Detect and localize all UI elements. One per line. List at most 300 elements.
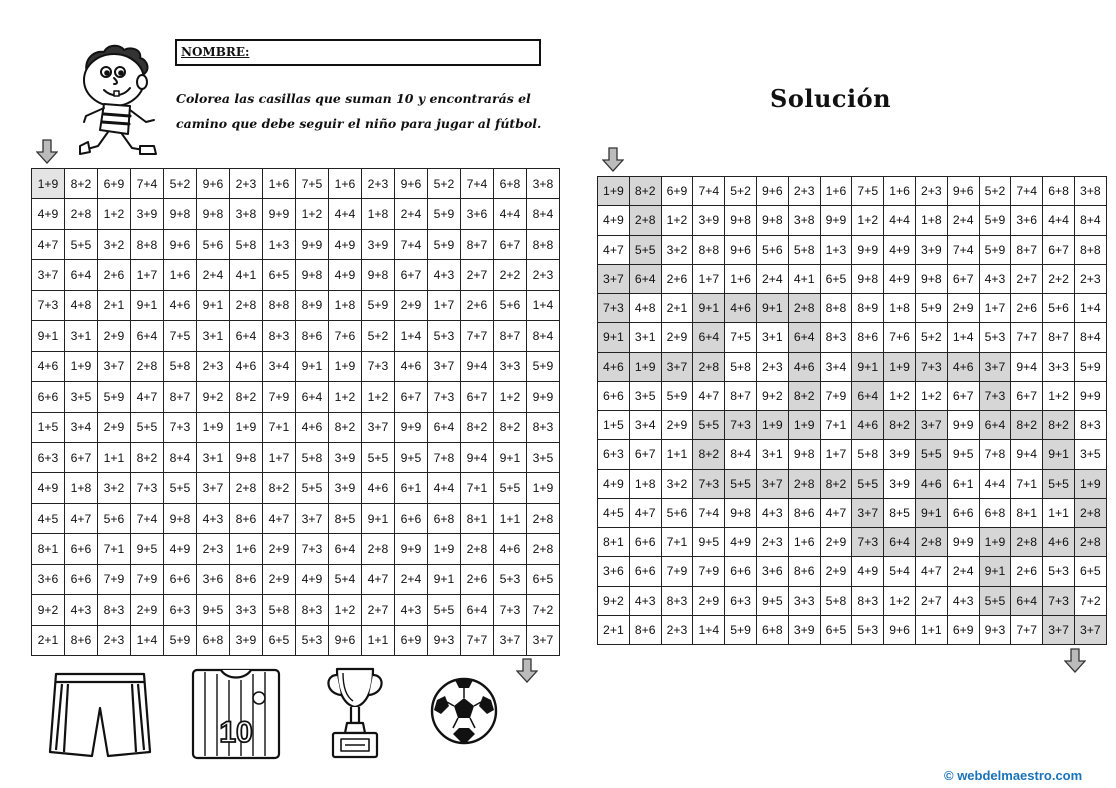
grid-cell[interactable]: 4+6 xyxy=(362,473,395,503)
grid-cell[interactable]: 9+9 xyxy=(395,412,428,442)
grid-cell[interactable]: 3+2 xyxy=(98,473,131,503)
grid-cell[interactable]: 2+3 xyxy=(197,534,230,564)
grid-cell[interactable]: 9+8 xyxy=(296,260,329,290)
grid-cell[interactable]: 2+4 xyxy=(395,199,428,229)
grid-cell[interactable]: 2+9 xyxy=(131,595,164,625)
grid-cell[interactable]: 3+5 xyxy=(527,442,560,472)
grid-cell[interactable]: 4+6 xyxy=(395,351,428,381)
grid-cell[interactable]: 4+9 xyxy=(296,564,329,594)
grid-cell[interactable]: 6+6 xyxy=(164,564,197,594)
grid-cell[interactable]: 9+8 xyxy=(164,503,197,533)
grid-cell[interactable]: 6+6 xyxy=(65,534,98,564)
grid-cell[interactable]: 1+3 xyxy=(263,229,296,259)
grid-cell[interactable]: 9+2 xyxy=(197,382,230,412)
grid-cell[interactable]: 8+1 xyxy=(32,534,65,564)
grid-cell[interactable]: 1+8 xyxy=(329,290,362,320)
grid-cell[interactable]: 1+9 xyxy=(32,169,65,199)
grid-cell[interactable]: 6+8 xyxy=(494,169,527,199)
grid-cell[interactable]: 2+3 xyxy=(197,351,230,381)
grid-cell[interactable]: 6+7 xyxy=(395,382,428,412)
grid-cell[interactable]: 5+5 xyxy=(296,473,329,503)
grid-cell[interactable]: 6+6 xyxy=(65,564,98,594)
grid-cell[interactable]: 6+7 xyxy=(461,382,494,412)
grid-cell[interactable]: 7+1 xyxy=(98,534,131,564)
grid-cell[interactable]: 4+4 xyxy=(494,199,527,229)
grid-cell[interactable]: 9+6 xyxy=(197,169,230,199)
grid-cell[interactable]: 7+3 xyxy=(494,595,527,625)
grid-cell[interactable]: 6+8 xyxy=(428,503,461,533)
grid-cell[interactable]: 4+9 xyxy=(329,229,362,259)
grid-cell[interactable]: 8+4 xyxy=(164,442,197,472)
grid-cell[interactable]: 2+4 xyxy=(197,260,230,290)
grid-cell[interactable]: 7+9 xyxy=(263,382,296,412)
grid-cell[interactable]: 8+7 xyxy=(461,229,494,259)
grid-cell: 1+6 xyxy=(820,177,852,206)
grid-cell[interactable]: 8+3 xyxy=(98,595,131,625)
grid-cell[interactable]: 5+2 xyxy=(428,169,461,199)
grid-cell[interactable]: 8+9 xyxy=(296,290,329,320)
grid-cell[interactable]: 7+3 xyxy=(131,473,164,503)
grid-cell[interactable]: 9+2 xyxy=(32,595,65,625)
grid-cell[interactable]: 9+6 xyxy=(395,169,428,199)
grid-cell[interactable]: 2+4 xyxy=(395,564,428,594)
grid-cell[interactable]: 1+2 xyxy=(362,382,395,412)
grid-cell[interactable]: 2+8 xyxy=(527,503,560,533)
grid-cell: 2+9 xyxy=(661,411,693,440)
grid-cell: 6+7 xyxy=(947,264,979,293)
grid-cell[interactable]: 1+2 xyxy=(329,595,362,625)
grid-cell[interactable]: 4+5 xyxy=(32,503,65,533)
grid-cell[interactable]: 3+6 xyxy=(32,564,65,594)
grid-cell: 1+4 xyxy=(1074,294,1106,323)
grid-cell[interactable]: 9+8 xyxy=(164,199,197,229)
grid-cell[interactable]: 8+2 xyxy=(263,473,296,503)
grid-cell[interactable]: 4+7 xyxy=(65,503,98,533)
grid-cell[interactable]: 8+2 xyxy=(494,412,527,442)
grid-cell[interactable]: 1+2 xyxy=(494,382,527,412)
grid-cell: 8+9 xyxy=(852,294,884,323)
grid-cell[interactable]: 7+7 xyxy=(461,625,494,655)
grid-cell[interactable]: 1+9 xyxy=(527,473,560,503)
grid-cell[interactable]: 3+1 xyxy=(197,321,230,351)
grid-cell[interactable]: 2+8 xyxy=(230,473,263,503)
grid-cell[interactable]: 3+8 xyxy=(527,169,560,199)
grid-cell: 6+8 xyxy=(979,498,1011,527)
grid-cell[interactable]: 9+9 xyxy=(263,199,296,229)
grid-cell[interactable]: 5+9 xyxy=(527,351,560,381)
path-cell: 3+7 xyxy=(661,352,693,381)
path-cell: 7+3 xyxy=(852,528,884,557)
grid-cell[interactable]: 3+4 xyxy=(65,412,98,442)
grid-cell[interactable]: 2+8 xyxy=(362,534,395,564)
grid-cell: 9+8 xyxy=(915,264,947,293)
grid-cell[interactable]: 5+8 xyxy=(263,595,296,625)
grid-cell[interactable]: 3+7 xyxy=(362,412,395,442)
path-cell: 8+2 xyxy=(629,177,661,206)
grid-cell[interactable]: 7+3 xyxy=(428,382,461,412)
grid-cell[interactable]: 5+5 xyxy=(428,595,461,625)
grid-cell[interactable]: 2+2 xyxy=(494,260,527,290)
grid-cell[interactable]: 2+6 xyxy=(461,564,494,594)
grid-cell[interactable]: 7+5 xyxy=(164,321,197,351)
grid-cell[interactable]: 9+1 xyxy=(197,290,230,320)
grid-cell[interactable]: 6+4 xyxy=(461,595,494,625)
grid-cell[interactable]: 4+9 xyxy=(164,534,197,564)
grid-cell[interactable]: 7+3 xyxy=(362,351,395,381)
grid-cell[interactable]: 8+7 xyxy=(164,382,197,412)
grid-cell: 9+5 xyxy=(693,528,725,557)
grid-cell[interactable]: 5+5 xyxy=(131,412,164,442)
grid-cell[interactable]: 3+7 xyxy=(527,625,560,655)
grid-cell[interactable]: 5+5 xyxy=(164,473,197,503)
grid-cell[interactable]: 5+9 xyxy=(362,290,395,320)
grid-cell[interactable]: 3+6 xyxy=(197,564,230,594)
grid-row xyxy=(598,177,1107,206)
grid-cell[interactable]: 9+1 xyxy=(428,564,461,594)
grid-cell[interactable]: 8+3 xyxy=(296,595,329,625)
path-cell: 2+8 xyxy=(1074,498,1106,527)
grid-cell[interactable]: 5+3 xyxy=(494,564,527,594)
grid-cell: 1+4 xyxy=(693,615,725,644)
grid-cell[interactable]: 9+5 xyxy=(395,442,428,472)
grid-cell[interactable]: 8+4 xyxy=(527,199,560,229)
grid-cell[interactable]: 9+1 xyxy=(32,321,65,351)
grid-cell[interactable]: 5+2 xyxy=(362,321,395,351)
grid-cell[interactable]: 1+7 xyxy=(131,260,164,290)
path-cell: 6+4 xyxy=(1011,586,1043,615)
grid-cell[interactable]: 3+1 xyxy=(65,321,98,351)
grid-cell[interactable]: 7+4 xyxy=(131,503,164,533)
grid-cell[interactable]: 1+2 xyxy=(329,382,362,412)
grid-cell[interactable]: 2+1 xyxy=(98,290,131,320)
grid-cell[interactable]: 3+7 xyxy=(494,625,527,655)
grid-cell[interactable]: 4+6 xyxy=(494,534,527,564)
grid-cell[interactable]: 2+1 xyxy=(32,625,65,655)
grid-cell[interactable]: 2+7 xyxy=(461,260,494,290)
grid-cell[interactable]: 4+3 xyxy=(395,595,428,625)
grid-cell[interactable]: 3+7 xyxy=(428,351,461,381)
grid-cell[interactable]: 7+8 xyxy=(428,442,461,472)
grid-cell[interactable]: 3+7 xyxy=(32,260,65,290)
grid-cell[interactable]: 6+4 xyxy=(131,321,164,351)
grid-cell[interactable]: 6+9 xyxy=(395,625,428,655)
grid-cell[interactable]: 5+5 xyxy=(494,473,527,503)
grid-cell[interactable]: 6+3 xyxy=(32,442,65,472)
grid-cell[interactable]: 9+1 xyxy=(494,442,527,472)
grid-cell[interactable]: 5+4 xyxy=(329,564,362,594)
grid-cell[interactable]: 4+3 xyxy=(197,503,230,533)
grid-cell[interactable]: 3+9 xyxy=(329,442,362,472)
grid-cell: 7+7 xyxy=(1011,323,1043,352)
grid-cell: 4+7 xyxy=(693,381,725,410)
grid-cell[interactable]: 2+3 xyxy=(98,625,131,655)
grid-cell[interactable]: 4+6 xyxy=(164,290,197,320)
grid-cell[interactable]: 2+3 xyxy=(362,169,395,199)
grid-cell[interactable]: 7+9 xyxy=(131,564,164,594)
grid-cell[interactable]: 4+6 xyxy=(32,351,65,381)
grid-cell[interactable]: 8+6 xyxy=(230,564,263,594)
grid-cell[interactable]: 7+9 xyxy=(98,564,131,594)
grid-cell[interactable]: 6+7 xyxy=(494,229,527,259)
grid-cell[interactable]: 6+3 xyxy=(164,595,197,625)
grid-cell[interactable]: 1+4 xyxy=(527,290,560,320)
grid-cell[interactable]: 2+9 xyxy=(98,321,131,351)
grid-cell[interactable]: 8+4 xyxy=(527,321,560,351)
grid-cell: 4+9 xyxy=(852,557,884,586)
grid-cell[interactable]: 6+5 xyxy=(527,564,560,594)
grid-cell[interactable]: 6+1 xyxy=(395,473,428,503)
grid-cell[interactable]: 1+7 xyxy=(428,290,461,320)
grid-cell[interactable]: 7+3 xyxy=(32,290,65,320)
grid-cell[interactable]: 7+1 xyxy=(263,412,296,442)
grid-cell[interactable]: 4+7 xyxy=(362,564,395,594)
grid-cell[interactable]: 1+1 xyxy=(494,503,527,533)
grid-cell[interactable]: 1+9 xyxy=(329,351,362,381)
grid-cell[interactable]: 9+1 xyxy=(362,503,395,533)
grid-cell[interactable]: 7+4 xyxy=(461,169,494,199)
grid-cell[interactable]: 8+8 xyxy=(527,229,560,259)
grid-row xyxy=(32,260,560,290)
grid-cell[interactable]: 9+5 xyxy=(197,595,230,625)
grid-cell[interactable]: 9+5 xyxy=(131,534,164,564)
grid-cell[interactable]: 2+8 xyxy=(65,199,98,229)
grid-cell[interactable]: 5+9 xyxy=(428,229,461,259)
grid-cell[interactable]: 7+6 xyxy=(329,321,362,351)
grid-cell[interactable]: 8+1 xyxy=(461,503,494,533)
grid-cell[interactable]: 4+6 xyxy=(230,351,263,381)
grid-cell[interactable]: 9+1 xyxy=(131,290,164,320)
grid-cell[interactable]: 2+8 xyxy=(461,534,494,564)
grid-cell[interactable]: 1+9 xyxy=(197,412,230,442)
grid-cell[interactable]: 3+7 xyxy=(296,503,329,533)
grid-cell[interactable]: 4+7 xyxy=(131,382,164,412)
grid-cell[interactable]: 7+1 xyxy=(461,473,494,503)
grid-cell[interactable]: 1+2 xyxy=(98,199,131,229)
grid-cell[interactable]: 6+4 xyxy=(65,260,98,290)
grid-cell[interactable]: 3+3 xyxy=(230,595,263,625)
grid-cell[interactable]: 6+6 xyxy=(32,382,65,412)
grid-cell[interactable]: 9+1 xyxy=(296,351,329,381)
grid-cell[interactable]: 1+6 xyxy=(329,169,362,199)
grid-cell[interactable]: 8+7 xyxy=(494,321,527,351)
grid-cell[interactable]: 8+2 xyxy=(230,382,263,412)
grid-cell[interactable]: 1+6 xyxy=(164,260,197,290)
grid-cell[interactable]: 3+6 xyxy=(461,199,494,229)
grid-cell[interactable]: 2+9 xyxy=(263,534,296,564)
grid-cell[interactable]: 1+6 xyxy=(230,534,263,564)
grid-cell[interactable]: 4+3 xyxy=(65,595,98,625)
grid-cell[interactable]: 6+4 xyxy=(296,382,329,412)
grid-cell[interactable]: 4+9 xyxy=(32,473,65,503)
grid-cell: 7+9 xyxy=(820,381,852,410)
grid-cell[interactable]: 9+6 xyxy=(329,625,362,655)
grid-cell[interactable]: 4+8 xyxy=(65,290,98,320)
grid-cell[interactable]: 6+7 xyxy=(395,260,428,290)
grid-cell[interactable]: 4+9 xyxy=(32,199,65,229)
path-cell: 3+7 xyxy=(756,469,788,498)
grid-cell[interactable]: 5+9 xyxy=(428,199,461,229)
grid-cell[interactable]: 8+6 xyxy=(65,625,98,655)
grid-cell[interactable]: 8+6 xyxy=(296,321,329,351)
grid-cell[interactable]: 9+3 xyxy=(428,625,461,655)
grid-cell[interactable]: 6+5 xyxy=(263,625,296,655)
grid-cell[interactable]: 5+5 xyxy=(65,229,98,259)
path-cell: 2+8 xyxy=(788,294,820,323)
grid-cell[interactable]: 1+4 xyxy=(395,321,428,351)
grid-cell[interactable]: 1+6 xyxy=(263,169,296,199)
grid-cell[interactable]: 6+4 xyxy=(428,412,461,442)
grid-cell[interactable]: 7+7 xyxy=(461,321,494,351)
grid-cell[interactable]: 2+9 xyxy=(263,564,296,594)
grid-cell[interactable]: 1+9 xyxy=(428,534,461,564)
grid-cell: 9+2 xyxy=(756,381,788,410)
grid-cell[interactable]: 1+8 xyxy=(362,199,395,229)
grid-cell: 3+8 xyxy=(788,206,820,235)
path-cell: 4+6 xyxy=(788,352,820,381)
jersey-number: 10 xyxy=(219,716,253,749)
grid-cell[interactable]: 4+3 xyxy=(428,260,461,290)
grid-cell[interactable]: 1+4 xyxy=(131,625,164,655)
grid-cell[interactable]: 4+4 xyxy=(428,473,461,503)
grid-cell[interactable]: 7+5 xyxy=(296,169,329,199)
grid-cell[interactable]: 5+2 xyxy=(164,169,197,199)
grid-cell[interactable]: 6+9 xyxy=(98,169,131,199)
grid-cell[interactable]: 5+3 xyxy=(296,625,329,655)
grid-cell[interactable]: 8+3 xyxy=(263,321,296,351)
grid-cell[interactable]: 8+8 xyxy=(263,290,296,320)
grid-cell[interactable]: 5+8 xyxy=(230,229,263,259)
grid-cell: 9+8 xyxy=(725,206,757,235)
grid-cell[interactable]: 8+5 xyxy=(329,503,362,533)
grid-cell[interactable]: 3+1 xyxy=(197,442,230,472)
grid-cell[interactable]: 5+6 xyxy=(494,290,527,320)
grid-cell: 4+7 xyxy=(915,557,947,586)
grid-cell[interactable]: 3+9 xyxy=(362,229,395,259)
grid-cell[interactable]: 5+8 xyxy=(164,351,197,381)
grid-cell[interactable]: 8+3 xyxy=(527,412,560,442)
grid-cell[interactable]: 2+8 xyxy=(527,534,560,564)
grid-cell[interactable]: 1+1 xyxy=(98,442,131,472)
grid-cell[interactable]: 6+4 xyxy=(230,321,263,351)
grid-cell[interactable]: 6+8 xyxy=(197,625,230,655)
grid-cell: 9+6 xyxy=(947,177,979,206)
grid-cell[interactable]: 6+7 xyxy=(65,442,98,472)
grid-cell[interactable]: 2+3 xyxy=(527,260,560,290)
grid-cell[interactable]: 1+9 xyxy=(65,351,98,381)
grid-cell[interactable]: 2+7 xyxy=(362,595,395,625)
grid-cell[interactable]: 3+3 xyxy=(494,351,527,381)
grid-cell[interactable]: 4+1 xyxy=(230,260,263,290)
grid-cell[interactable]: 6+4 xyxy=(329,534,362,564)
grid-row xyxy=(32,534,560,564)
grid-cell[interactable]: 8+8 xyxy=(131,229,164,259)
path-cell: 3+7 xyxy=(1074,615,1106,644)
puzzle-grid xyxy=(31,168,560,656)
grid-cell[interactable]: 1+9 xyxy=(230,412,263,442)
grid-cell[interactable]: 1+7 xyxy=(263,442,296,472)
grid-cell[interactable]: 3+9 xyxy=(230,625,263,655)
grid-cell[interactable]: 4+9 xyxy=(329,260,362,290)
grid-cell[interactable]: 4+4 xyxy=(329,199,362,229)
grid-cell[interactable]: 8+6 xyxy=(230,503,263,533)
footer-credit-link[interactable]: © webdelmaestro.com xyxy=(944,768,1083,783)
grid-cell[interactable]: 6+5 xyxy=(263,260,296,290)
grid-cell[interactable]: 5+3 xyxy=(428,321,461,351)
grid-cell[interactable]: 9+4 xyxy=(461,442,494,472)
grid-cell[interactable]: 2+3 xyxy=(230,169,263,199)
grid-cell[interactable]: 2+8 xyxy=(131,351,164,381)
grid-cell[interactable]: 9+9 xyxy=(527,382,560,412)
grid-cell[interactable]: 9+8 xyxy=(362,260,395,290)
grid-cell[interactable]: 4+7 xyxy=(263,503,296,533)
grid-cell[interactable]: 5+9 xyxy=(164,625,197,655)
grid-cell: 4+5 xyxy=(598,498,630,527)
grid-cell[interactable]: 3+4 xyxy=(263,351,296,381)
grid-cell[interactable]: 2+6 xyxy=(98,260,131,290)
grid-cell[interactable]: 3+7 xyxy=(98,351,131,381)
path-cell: 6+4 xyxy=(629,264,661,293)
grid-cell[interactable]: 1+1 xyxy=(362,625,395,655)
grid-cell: 3+9 xyxy=(884,469,916,498)
grid-cell[interactable]: 7+2 xyxy=(527,595,560,625)
grid-row xyxy=(32,595,560,625)
path-cell: 2+8 xyxy=(1074,528,1106,557)
grid-cell[interactable]: 9+8 xyxy=(230,442,263,472)
grid-cell[interactable]: 3+9 xyxy=(131,199,164,229)
grid-cell[interactable]: 3+8 xyxy=(230,199,263,229)
grid-cell[interactable]: 9+6 xyxy=(164,229,197,259)
grid-cell[interactable]: 5+6 xyxy=(98,503,131,533)
grid-cell[interactable]: 7+3 xyxy=(296,534,329,564)
grid-cell[interactable]: 1+5 xyxy=(32,412,65,442)
grid-cell: 9+9 xyxy=(947,528,979,557)
grid-cell[interactable]: 5+6 xyxy=(197,229,230,259)
path-cell: 5+5 xyxy=(693,411,725,440)
grid-cell[interactable]: 4+7 xyxy=(32,229,65,259)
grid-cell[interactable]: 1+8 xyxy=(65,473,98,503)
grid-cell[interactable]: 1+2 xyxy=(296,199,329,229)
grid-cell[interactable]: 9+4 xyxy=(461,351,494,381)
grid-cell[interactable]: 8+2 xyxy=(329,412,362,442)
grid-cell[interactable]: 3+7 xyxy=(197,473,230,503)
grid-cell: 4+9 xyxy=(884,264,916,293)
grid-cell[interactable]: 6+6 xyxy=(395,503,428,533)
grid-cell[interactable]: 2+9 xyxy=(395,290,428,320)
grid-cell[interactable]: 5+5 xyxy=(362,442,395,472)
grid-cell[interactable]: 7+4 xyxy=(395,229,428,259)
grid-cell[interactable]: 9+9 xyxy=(395,534,428,564)
grid-cell[interactable]: 8+2 xyxy=(65,169,98,199)
grid-cell[interactable]: 9+8 xyxy=(197,199,230,229)
grid-cell[interactable]: 7+3 xyxy=(164,412,197,442)
grid-cell[interactable]: 4+6 xyxy=(296,412,329,442)
grid-cell[interactable]: 2+6 xyxy=(461,290,494,320)
grid-row xyxy=(598,323,1107,352)
grid-cell[interactable]: 5+9 xyxy=(98,382,131,412)
grid-cell[interactable]: 2+8 xyxy=(230,290,263,320)
grid-cell[interactable]: 8+2 xyxy=(131,442,164,472)
name-field[interactable] xyxy=(175,39,541,66)
grid-cell[interactable]: 7+4 xyxy=(131,169,164,199)
grid-cell[interactable]: 8+2 xyxy=(461,412,494,442)
grid-cell[interactable]: 3+5 xyxy=(65,382,98,412)
grid-cell: 6+5 xyxy=(820,264,852,293)
grid-cell[interactable]: 3+9 xyxy=(329,473,362,503)
grid-cell[interactable]: 5+8 xyxy=(296,442,329,472)
grid-cell[interactable]: 3+2 xyxy=(98,229,131,259)
grid-cell[interactable]: 2+9 xyxy=(98,412,131,442)
grid-cell[interactable]: 9+9 xyxy=(296,229,329,259)
